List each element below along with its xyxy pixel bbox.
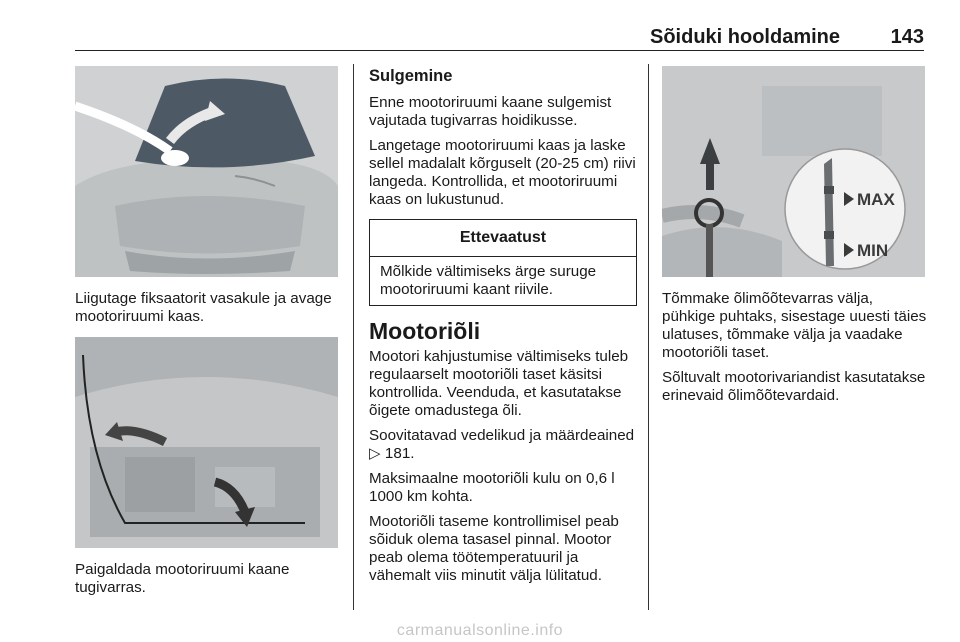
dipstick-drawing <box>662 66 925 277</box>
oil-paragraph-2 <box>369 427 637 463</box>
middle-column <box>369 66 637 592</box>
header-rule <box>75 50 924 51</box>
dipstick-paragraph-1: Tõmmake õlimõõtevarras välja, pühkige puhtaks, sisestage uuesti täies ulatuses, tõmmake välja ja vaadake mootoriõli taset. <box>662 290 927 361</box>
page-reference-arrow-icon: ▷ <box>369 445 381 462</box>
prop-rod-caption: Paigaldada mootoriruumi kaane tugivarras. <box>75 561 290 596</box>
oil-paragraph-4: Mootoriõli taseme kontrollimisel peab sõiduk olema tasasel pinnal. Mootor peab olema töötemperatuuril ja vähemalt viis minutit välja lülitatud. <box>369 513 619 584</box>
right-column-text <box>662 290 930 412</box>
warning-title: Ettevaatust <box>370 220 636 257</box>
oil-reference-page[interactable]: 181. <box>384 445 415 462</box>
footer-watermark: carmanualsonline.info <box>396 622 564 639</box>
hood-open-caption: Liigutage fiksaatorit vasakule ja avage mootoriruumi kaas. <box>75 290 332 325</box>
column-divider-left <box>353 64 354 610</box>
oil-paragraph-3: Maksimaalne mootoriõli kulu on 0,6 l 1000 km kohta. <box>369 470 615 505</box>
closing-paragraph-1: Enne mootoriruumi kaane sulgemist vajutada tugivarras hoidikusse. <box>369 94 612 129</box>
dipstick-paragraph-2: Sõltuvalt mootorivariandist kasutatakse erinevaid õlimõõtevardaid. <box>662 369 926 404</box>
closing-paragraph-2: Langetage mootoriruumi kaas ja laske sellel madalalt kõrguselt (20-25 cm) riivi langeda. Kontrollida, et mootoriruumi kaas on lukustunud. <box>369 137 636 208</box>
dipstick-max-label: MAX <box>857 190 895 209</box>
page-number: 143 <box>890 26 924 48</box>
hood-prop-rod-illustration <box>75 337 338 548</box>
dipstick-illustration <box>662 66 925 277</box>
warning-box <box>369 219 637 306</box>
hood-opening-drawing <box>75 66 338 277</box>
oil-paragraph-1: Mootori kahjustumise vältimiseks tuleb regulaarselt mootoriõli taset käsitsi kontrollida. Veenduda, et kasutatakse õigete omadustega õli. <box>369 348 629 419</box>
column-divider-right <box>648 64 649 610</box>
engine-oil-heading: Mootoriõli <box>369 318 481 344</box>
oil-reference-text: Soovitatavad vedelikud ja määrdeained <box>369 427 635 444</box>
warning-text: Mõlkide vältimiseks ärge suruge mootoriruumi kaant riivile. <box>380 263 597 298</box>
dipstick-min-label: MIN <box>857 241 889 260</box>
closing-heading: Sulgemine <box>369 67 453 85</box>
hood-opening-illustration <box>75 66 338 277</box>
engine-bay-drawing <box>75 337 338 548</box>
page-header-title: Sõiduki hooldamine <box>649 26 840 48</box>
